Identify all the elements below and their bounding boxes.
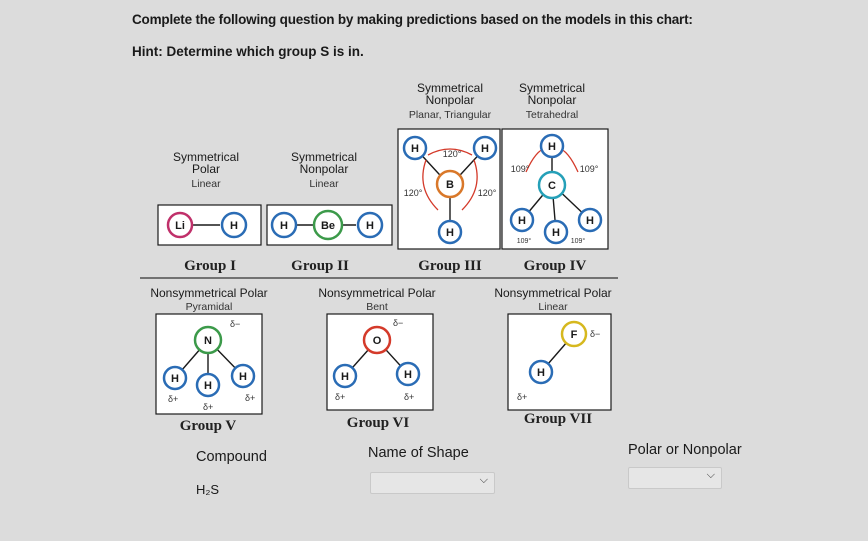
svg-text:H: H (481, 143, 489, 155)
compound-h2s: H₂S (196, 482, 220, 497)
svg-text:Pyramidal: Pyramidal (185, 301, 233, 313)
svg-text:H: H (411, 143, 419, 155)
svg-text:B: B (446, 179, 454, 191)
svg-text:Symmetrical: Symmetrical (518, 81, 586, 95)
svg-text:δ+: δ+ (245, 393, 256, 403)
svg-text:Linear: Linear (309, 178, 339, 190)
group-1-label: Group I (184, 258, 236, 274)
group-7 (494, 286, 611, 427)
svg-text:Symmetrical: Symmetrical (416, 81, 484, 95)
polarity-column-header: Polar or Nonpolar (628, 442, 742, 458)
svg-text:Nonsymmetrical Polar: Nonsymmetrical Polar (318, 286, 436, 300)
group-3-label: Group III (418, 258, 482, 274)
svg-text:H: H (552, 227, 560, 239)
svg-text:δ−: δ− (393, 318, 404, 328)
svg-text:H: H (446, 227, 454, 239)
svg-text:H: H (537, 367, 545, 379)
group-2 (267, 150, 392, 274)
svg-text:109°: 109° (579, 164, 599, 174)
svg-text:Nonpolar: Nonpolar (425, 93, 475, 107)
svg-text:δ+: δ+ (517, 392, 528, 402)
svg-text:δ−: δ− (590, 329, 601, 339)
group-7-label: Group VII (523, 411, 593, 427)
svg-text:H: H (239, 371, 247, 383)
svg-text:δ+: δ+ (168, 394, 179, 404)
svg-text:H: H (230, 220, 238, 232)
svg-text:Nonpolar: Nonpolar (527, 93, 577, 107)
svg-text:C: C (548, 180, 556, 192)
svg-text:δ+: δ+ (404, 392, 415, 402)
svg-text:H: H (366, 220, 374, 232)
svg-text:H: H (341, 371, 349, 383)
group-6 (318, 286, 435, 431)
compound-column-header: Compound (196, 449, 267, 465)
svg-text:109°: 109° (510, 164, 530, 174)
polarity-select[interactable] (628, 467, 722, 489)
svg-text:δ+: δ+ (335, 392, 346, 402)
svg-text:H: H (204, 380, 212, 392)
svg-text:H: H (280, 220, 288, 232)
chevron-down-icon: ⌵ (479, 474, 488, 486)
shape-column-header: Name of Shape (368, 445, 469, 461)
group-1-subtitle: Linear (191, 178, 221, 190)
question-text: Complete the following question by making predictions based on the models in this chart: (132, 12, 693, 27)
group-1-title1: Symmetrical (172, 150, 240, 164)
svg-text:F: F (570, 329, 578, 341)
svg-text:H: H (404, 369, 412, 381)
group-3 (398, 81, 500, 274)
svg-text:120°: 120° (403, 188, 423, 198)
svg-text:Li: Li (175, 220, 185, 232)
svg-text:O: O (372, 335, 382, 347)
group-1-title2: Polar (191, 162, 221, 176)
shape-select[interactable] (370, 472, 495, 494)
svg-text:109°: 109° (516, 238, 532, 245)
svg-text:Nonsymmetrical Polar: Nonsymmetrical Polar (150, 286, 268, 300)
svg-text:Tetrahedral: Tetrahedral (525, 109, 579, 121)
hint-text: Hint: Determine which group S is in. (132, 44, 364, 59)
svg-text:Planar, Triangular: Planar, Triangular (408, 109, 492, 121)
svg-text:H: H (548, 141, 556, 153)
group-5 (150, 286, 267, 434)
svg-text:Be: Be (320, 220, 336, 232)
group-5-label: Group V (179, 418, 237, 434)
svg-text:δ−: δ− (230, 319, 241, 329)
svg-text:Linear: Linear (538, 301, 568, 313)
svg-text:Nonsymmetrical Polar: Nonsymmetrical Polar (494, 286, 612, 300)
group-6-label: Group VI (346, 415, 410, 431)
svg-text:H: H (586, 215, 594, 227)
svg-text:120°: 120° (442, 149, 462, 159)
svg-text:H: H (518, 215, 526, 227)
group-2-label: Group II (291, 258, 349, 274)
chevron-down-icon: ⌵ (706, 469, 715, 481)
svg-text:Bent: Bent (366, 301, 388, 313)
group-4-label: Group IV (523, 258, 587, 274)
svg-text:109°: 109° (570, 238, 586, 245)
svg-text:120°: 120° (477, 188, 497, 198)
svg-text:Nonpolar: Nonpolar (299, 162, 349, 176)
group-4 (502, 81, 608, 274)
svg-text:H: H (171, 373, 179, 385)
svg-text:δ+: δ+ (203, 402, 214, 412)
svg-text:Symmetrical: Symmetrical (290, 150, 358, 164)
svg-text:N: N (204, 335, 212, 347)
group-1 (158, 150, 261, 274)
